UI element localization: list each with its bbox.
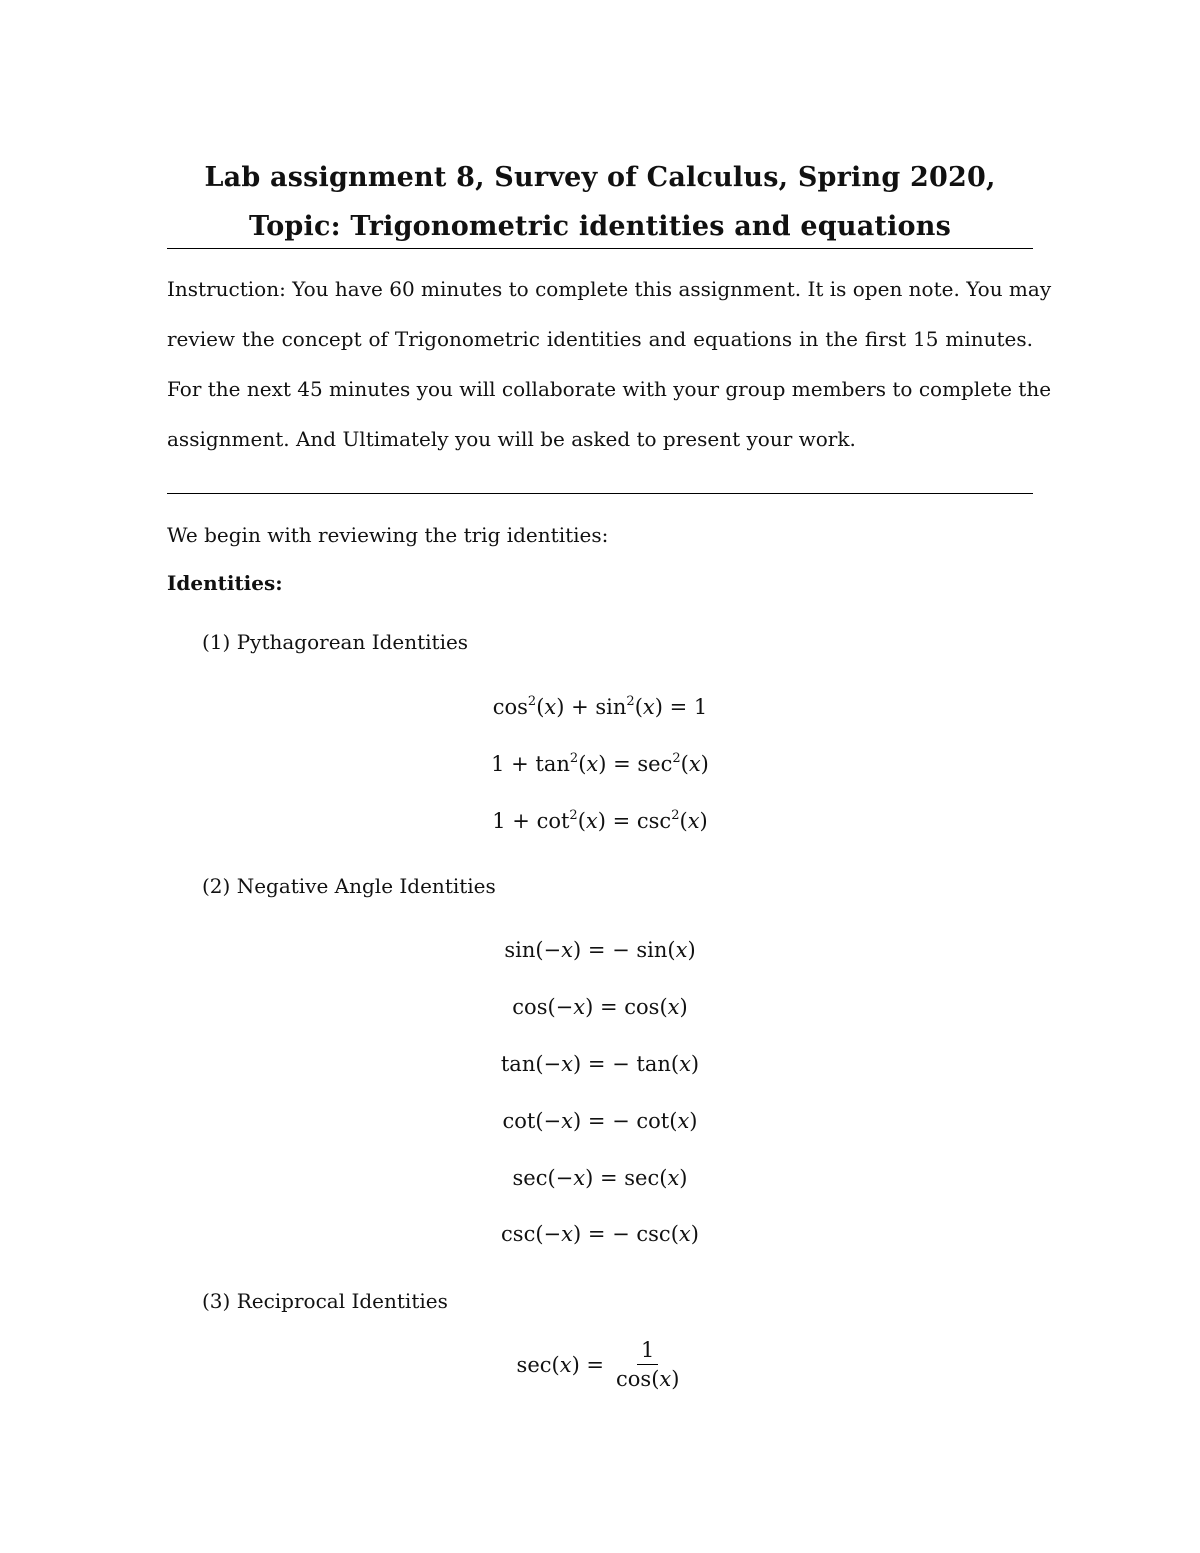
instruction-line-2: review the concept of Trigonometric identities and equations in the first 15 minutes. bbox=[167, 327, 1033, 351]
section-negative-angle-label: (2) Negative Angle Identities bbox=[202, 874, 496, 898]
equation-negative-1: sin(−x) = − sin(x) bbox=[504, 938, 696, 962]
title-rule bbox=[167, 248, 1033, 249]
title-line-1: Lab assignment 8, Survey of Calculus, Spring 2020, bbox=[204, 162, 996, 193]
instruction-line-3: For the next 45 minutes you will collaborate with your group members to complete the bbox=[167, 377, 1052, 401]
equation-negative-5: sec(−x) = sec(x) bbox=[512, 1166, 688, 1190]
equation-pythagorean-3: $1 + \cot^2(x) = \csc^2(x)$ bbox=[492, 808, 708, 833]
intro-text: We begin with reviewing the trig identities: bbox=[167, 523, 609, 547]
equation-pythagorean-1: $\cos^2(x) + \sin^2(x) = 1$ bbox=[492, 694, 708, 719]
section-reciprocal-label: (3) Reciprocal Identities bbox=[202, 1289, 448, 1313]
identities-heading: Identities: bbox=[167, 571, 283, 595]
equation-negative-3: tan(−x) = − tan(x) bbox=[500, 1052, 700, 1076]
equation-reciprocal-sec bbox=[0, 1338, 1200, 1391]
fraction bbox=[612, 1338, 683, 1391]
fraction-denominator: cos(x) bbox=[616, 1367, 680, 1391]
instruction-line-4: assignment. And Ultimately you will be asked to present your work. bbox=[167, 427, 856, 451]
title-line-2: Topic: Trigonometric identities and equations bbox=[249, 211, 951, 242]
equation-negative-6: csc(−x) = − csc(x) bbox=[501, 1222, 699, 1246]
equation-pythagorean-2: $1 + \tan^2(x) = \sec^2(x)$ bbox=[491, 751, 709, 776]
section-rule bbox=[167, 493, 1033, 494]
fraction-lhs: sec(x) = bbox=[516, 1352, 605, 1377]
instruction-line-1: Instruction: You have 60 minutes to complete this assignment. It is open note. You may bbox=[167, 277, 1052, 301]
equation-negative-2: cos(−x) = cos(x) bbox=[512, 995, 688, 1019]
section-pythagorean-label: (1) Pythagorean Identities bbox=[202, 630, 469, 654]
equation-negative-4: cot(−x) = − cot(x) bbox=[502, 1109, 698, 1133]
fraction-numerator: 1 bbox=[637, 1338, 658, 1365]
